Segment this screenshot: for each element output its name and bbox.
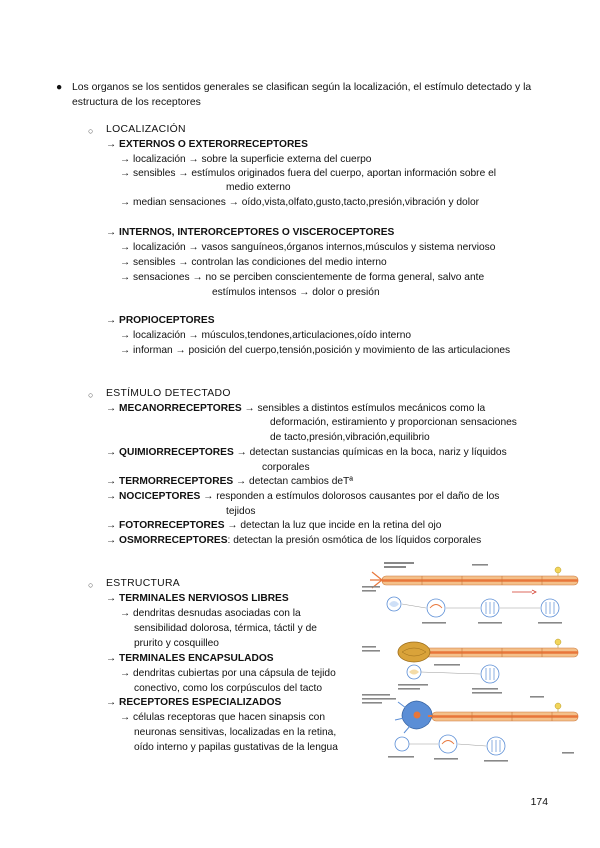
libres-line-3: prurito y cosquilleo xyxy=(134,638,219,649)
libres-line-2: sensibilidad dolorosa, térmica, táctil y de xyxy=(134,623,317,634)
sub-bullet-estimulo: ○ xyxy=(88,390,94,400)
especializados-line-2: neuronas sensitivas, localizadas en la retina, xyxy=(134,727,337,738)
especializados-line-3: oído interno y papilas gustativas de la lengua xyxy=(134,742,338,753)
encapsulados-line-1: → dendritas cubiertas por una cápsula de tejido xyxy=(120,668,336,679)
estimulo-mecano: → MECANORRECEPTORES → sensibles a distintos estímulos mecánicos como la xyxy=(106,403,486,414)
externos-line-4: → median sensaciones → oído,vista,olfato,gusto,tacto,presión,vibración y dolor xyxy=(120,197,480,208)
section-title-localizacion: LOCALIZACIÓN xyxy=(106,124,186,135)
externos-line-1: → localización → sobre la superficie externa del cuerpo xyxy=(120,154,372,165)
sub-bullet-estructura: ○ xyxy=(88,580,94,590)
especializados-line-1: → células receptoras que hacen sinapsis con xyxy=(120,712,325,723)
estimulo-mecano-cont-2: de tacto,presión,vibración,equilibrio xyxy=(270,432,430,443)
receptor-structure-illustration xyxy=(362,556,584,768)
encapsulados-line-2: conectivo, como los corpúsculos del tacto xyxy=(134,683,322,694)
internos-line-4: estímulos intensos → dolor o presión xyxy=(212,287,380,298)
estimulo-foto: → FOTORRECEPTORES → detectan la luz que incide en la retina del ojo xyxy=(106,520,442,531)
estimulo-noci-cont-1: tejidos xyxy=(226,506,256,517)
heading-encapsulados: → TERMINALES ENCAPSULADOS xyxy=(106,653,274,664)
section-title-estimulo: ESTÍMULO DETECTADO xyxy=(106,388,231,399)
propio-line-2: → informan → posición del cuerpo,tensión,posición y movimiento de las articulaciones xyxy=(120,345,511,356)
internos-line-1: → localización → vasos sanguíneos,órganos internos,músculos y sistema nervioso xyxy=(120,242,496,253)
externos-line-3: medio externo xyxy=(226,182,291,193)
libres-line-1: → dendritas desnudas asociadas con la xyxy=(120,608,301,619)
heading-libres: → TERMINALES NERVIOSOS LIBRES xyxy=(106,593,289,604)
externos-line-2: → sensibles → estímulos originados fuera del cuerpo, aportan información sobre el xyxy=(120,168,497,179)
section-title-estructura: ESTRUCTURA xyxy=(106,578,181,589)
sub-bullet-localizacion: ○ xyxy=(88,126,94,136)
heading-propioceptores: → PROPIOCEPTORES xyxy=(106,315,215,326)
heading-internos: → INTERNOS, INTERORCEPTORES O VISCEROCEPTORES xyxy=(106,227,395,238)
heading-especializados: → RECEPTORES ESPECIALIZADOS xyxy=(106,697,282,708)
heading-externos: → EXTERNOS O EXTERORRECEPTORES xyxy=(106,139,308,150)
internos-line-3: → sensaciones → no se perciben conscientemente de forma general, salvo ante xyxy=(120,272,485,283)
estimulo-mecano-cont-1: deformación, estiramiento y proporcionan sensaciones xyxy=(270,417,517,428)
intro-paragraph: Los organos se los sentidos generales se clasifican según la localización, el estímulo detectado y la estructura de los receptores xyxy=(72,82,532,108)
estimulo-termo: → TERMORRECEPTORES → detectan cambios deTª xyxy=(106,476,354,487)
estimulo-quimio: → QUIMIORRECEPTORES → detectan sustancias químicas en la boca, nariz y líquidos xyxy=(106,447,507,458)
page-number: 174 xyxy=(530,797,548,808)
propio-line-1: → localización → músculos,tendones,articulaciones,oído interno xyxy=(120,330,412,341)
estimulo-quimio-cont-1: corporales xyxy=(262,462,310,473)
internos-line-2: → sensibles → controlan las condiciones del medio interno xyxy=(120,257,387,268)
intro-bullet: ● xyxy=(56,82,63,93)
estimulo-noci: → NOCICEPTORES → responden a estímulos dolorosos causantes por el daño de los xyxy=(106,491,500,502)
estimulo-osmo: → OSMORRECEPTORES: detectan la presión osmótica de los líquidos corporales xyxy=(106,535,482,546)
